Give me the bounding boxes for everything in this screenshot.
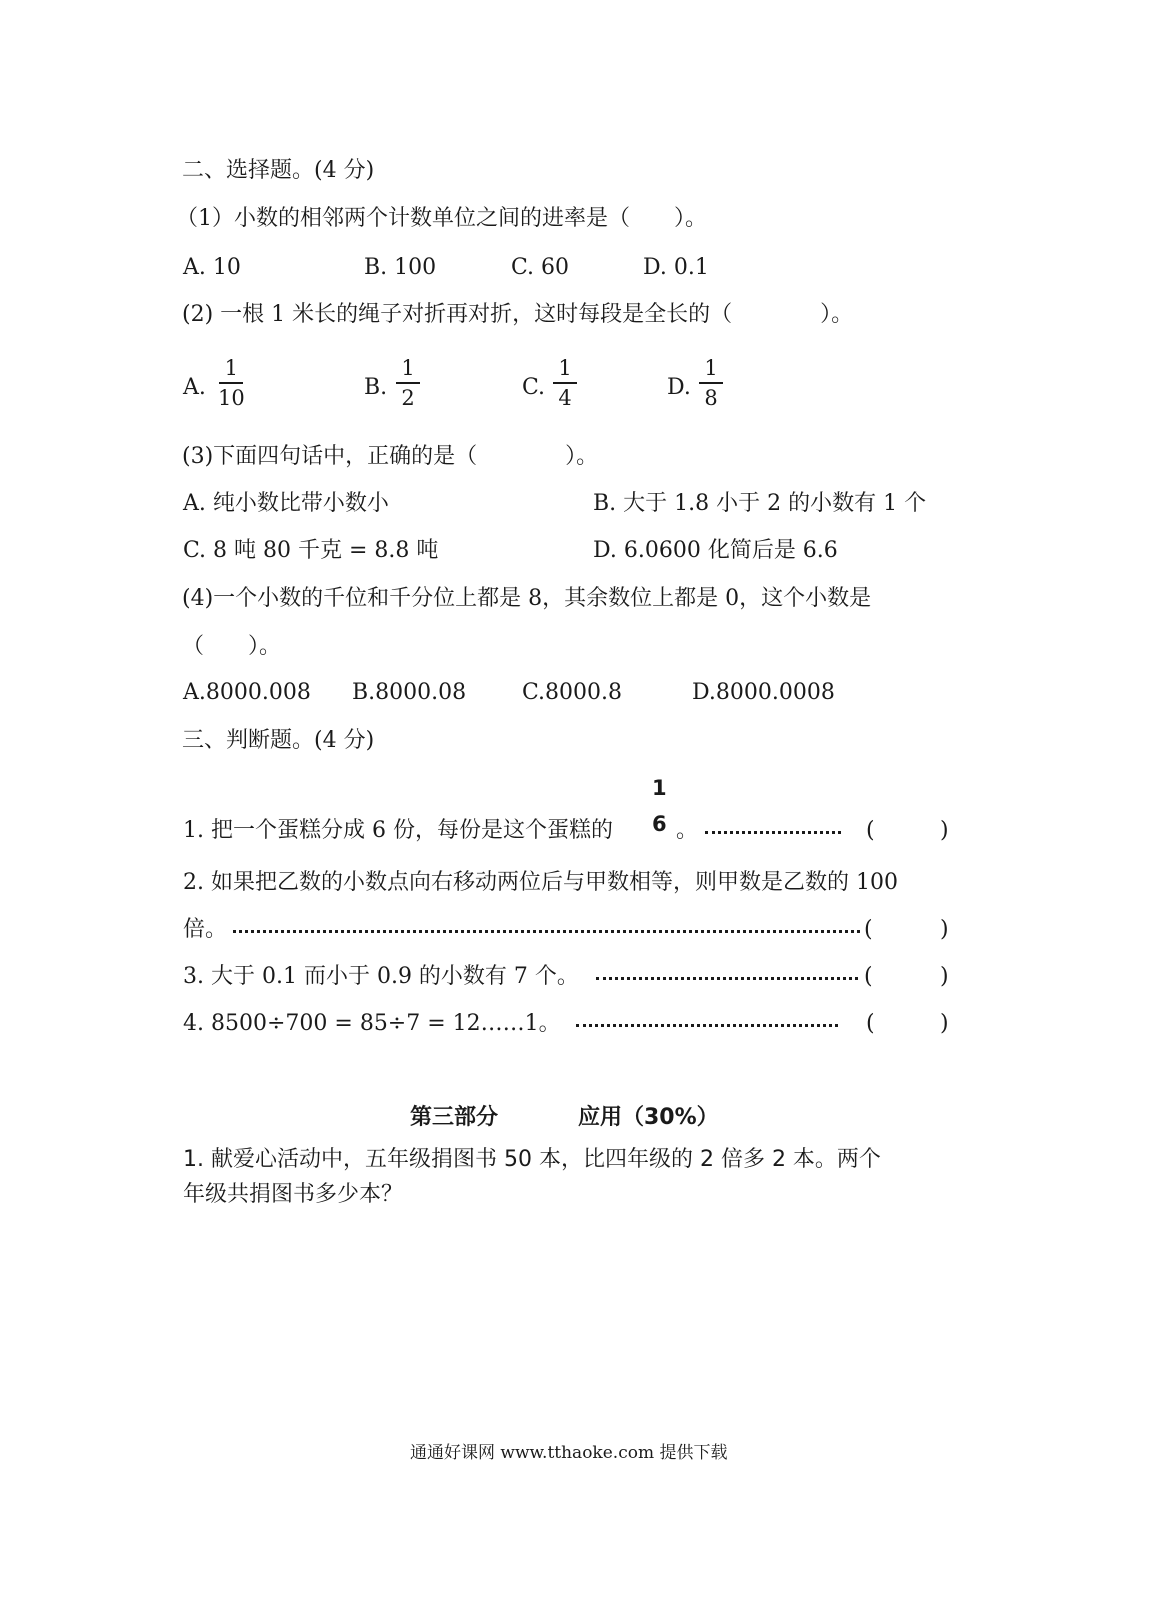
q1-option-b: B. 100	[364, 255, 437, 280]
q1-option-c: C. 60	[511, 255, 570, 280]
q3-option-b: B. 大于 1.8 小于 2 的小数有 1 个	[593, 491, 927, 516]
application-q1-line1: 1. 献爱心活动中，五年级捐图书 50 本，比四年级的 2 倍多 2 本。两个	[183, 1147, 881, 1172]
fraction-denominator: 4	[558, 386, 572, 410]
q4-stem-line1: (4)一个小数的千位和千分位上都是 8，其余数位上都是 0，这个小数是	[182, 586, 872, 611]
answer-paren-close: )	[940, 818, 949, 843]
q2-option-c-fraction	[553, 358, 577, 409]
q3-option-d: D. 6.0600 化简后是 6.6	[593, 538, 838, 563]
leader-dots	[233, 930, 860, 933]
leader-dots	[576, 1024, 838, 1027]
answer-paren-close: )	[940, 964, 949, 989]
leader-dots	[705, 831, 841, 834]
q4-option-c: C.8000.8	[522, 680, 623, 705]
answer-paren-open: (	[864, 917, 873, 942]
leader-dots	[596, 977, 858, 980]
part3-title-left: 第三部分	[410, 1105, 499, 1130]
q2-option-a-label: A.	[183, 375, 206, 400]
q3-option-a: A. 纯小数比带小数小	[183, 491, 389, 516]
q4-option-b: B.8000.08	[352, 680, 467, 705]
page-footer: 通通好课网 www.tthaoke.com 提供下载	[410, 1443, 728, 1463]
judge-item-1-tail: 。	[676, 818, 699, 843]
q3-stem: (3)下面四句话中，正确的是（ ）。	[182, 444, 599, 469]
q2-option-c-label: C.	[522, 375, 546, 400]
q2-option-d-fraction	[699, 358, 723, 409]
q2-option-d-label: D.	[667, 375, 691, 400]
fraction-numerator: 1	[224, 356, 239, 380]
q2-option-b-label: B.	[364, 375, 388, 400]
fraction-denominator: 10	[218, 386, 245, 410]
answer-paren-close: )	[940, 917, 949, 942]
q2-option-a-fraction	[218, 358, 245, 409]
fraction-numerator: 1	[558, 356, 572, 380]
judge-item-1: 1. 把一个蛋糕分成 6 份，每份是这个蛋糕的	[183, 818, 613, 843]
fraction-denominator: 2	[401, 386, 415, 410]
q4-option-d: D.8000.0008	[692, 680, 835, 705]
section3-title: 三、判断题。(4 分)	[182, 728, 375, 753]
fraction-bar	[553, 382, 577, 384]
application-q1-line2: 年级共捐图书多少本？	[183, 1182, 404, 1207]
judge-item-2-line1: 2. 如果把乙数的小数点向右移动两位后与甲数相等，则甲数是乙数的 100	[183, 870, 898, 895]
fraction-bar	[219, 382, 243, 384]
judge-item-3: 3. 大于 0.1 而小于 0.9 的小数有 7 个。	[183, 964, 579, 989]
judge-item-4: 4. 8500÷700 = 85÷7 = 12……1。	[183, 1011, 561, 1036]
fraction-numerator: 1	[401, 356, 415, 380]
q2-stem: (2) 一根 1 米长的绳子对折再对折，这时每段是全长的（ ）。	[182, 302, 854, 327]
part3-title-right: 应用（30%）	[578, 1105, 719, 1130]
q4-stem-line2: （ ）。	[182, 634, 282, 659]
fraction-denominator: 8	[704, 386, 718, 410]
judge-item-2-line2: 倍。	[183, 917, 228, 942]
fraction-bar	[396, 382, 420, 384]
fraction-bar	[699, 382, 723, 384]
section2-title: 二、选择题。(4 分)	[182, 158, 375, 183]
answer-paren-open: (	[864, 964, 873, 989]
answer-paren-open: (	[866, 1011, 875, 1036]
fraction-denominator: 6	[652, 812, 667, 836]
answer-paren-open: (	[866, 818, 875, 843]
fraction-numerator: 1	[704, 356, 718, 380]
judge-item-1-fraction	[652, 778, 667, 835]
q3-option-c: C. 8 吨 80 千克 = 8.8 吨	[183, 538, 439, 563]
q1-option-a: A. 10	[183, 255, 241, 280]
q4-option-a: A.8000.008	[183, 680, 311, 705]
q1-stem: （1）小数的相邻两个计数单位之间的进率是（ ）。	[176, 206, 707, 231]
fraction-numerator: 1	[652, 776, 667, 800]
answer-paren-close: )	[940, 1011, 949, 1036]
q2-option-b-fraction	[396, 358, 420, 409]
q1-option-d: D. 0.1	[643, 255, 709, 280]
